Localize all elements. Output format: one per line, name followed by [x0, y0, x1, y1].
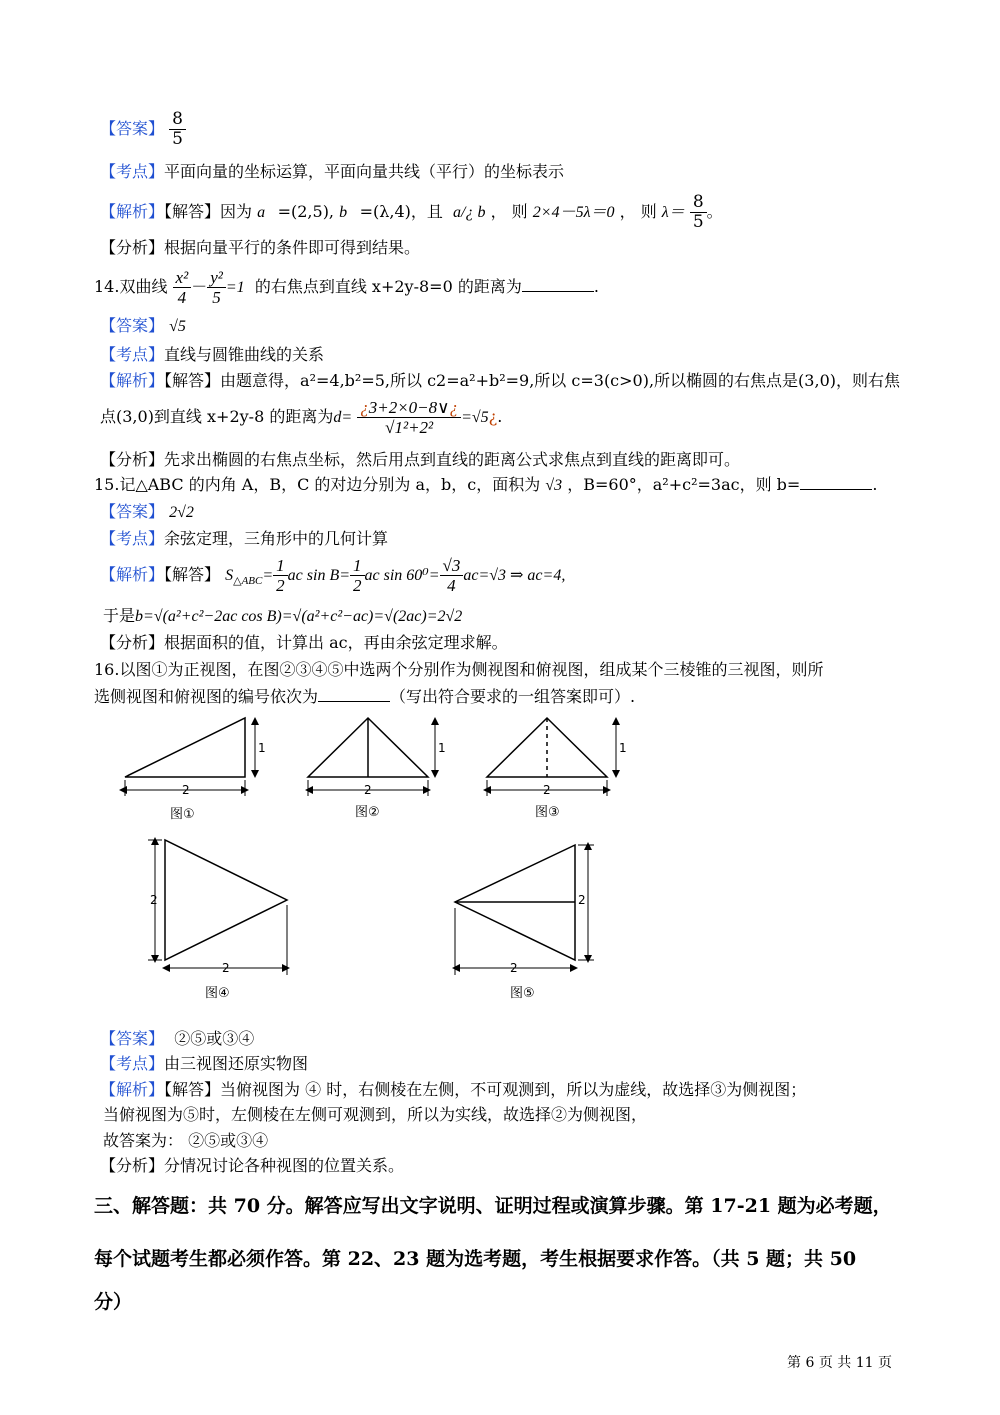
fig5-dim-horiz: 2	[510, 961, 518, 975]
q13-lambda-fraction: $\frac{8}{5}$	[690, 193, 707, 232]
fig3-dim-2: 2	[543, 783, 551, 797]
q13-fenxi-line: 【分析】根据向量平行的条件即可得到结果。	[100, 238, 421, 257]
q16-answer-line: 【答案】 ②⑤或③④	[100, 1029, 255, 1048]
q15-point-line: 【考点】余弦定理，三角形中的几何计算	[100, 529, 389, 548]
fig1-dim-1: 1	[258, 741, 266, 755]
q16-stem-line1: 16.以图①为正视图，在图②③④⑤中选两个分别作为侧视图和俯视图，组成某个三棱锥的三视图，则所	[94, 660, 824, 679]
answer-tag: 【答案】	[100, 119, 165, 138]
fig1-dim-2: 2	[182, 783, 190, 797]
fig4-label: 图④	[205, 986, 230, 1001]
fig4-triangle	[165, 840, 287, 960]
q14-answer: √5	[169, 318, 186, 335]
q15-stem: 15.记△ABC 的内角 A，B，C 的对边分别为 a，b，c，面积为 √3 ，B=60°，a²+c²=3ac，则 b= .	[94, 475, 878, 494]
fig4-dim-vert: 2	[150, 893, 158, 907]
q14-fenxi-line: 【分析】先求出椭圆的右焦点坐标，然后用点到直线的距离公式求焦点到直线的距离即可。	[100, 450, 741, 469]
fig1-triangle	[125, 718, 245, 777]
q15-sol-line2: 于是b=√(a²+c²−2ac cos B)=√(a²+c²−ac)=√(2ac)=2√2	[103, 606, 463, 625]
fenxi-tag: 【分析】	[100, 238, 165, 257]
q14-sol-line2: 点(3,0)到直线 x+2y-8 的距离为d= $\frac{¿3+2\times 0-8\vee¿}{\text{√1²+2²}}$ =√5¿.	[100, 398, 503, 437]
section3-line2: 每个试题考生都必须作答。第 22、23 题为选考题，考生根据要求作答。（共 5 题；共 50	[94, 1248, 857, 1270]
parallel-expr: a/¿ b	[453, 204, 486, 221]
q16-sol-line1: 【解析】【解答】当俯视图为 ④ 时，右侧棱在左侧，不可观测到，所以为虚线，故选择③为侧视图；	[100, 1080, 807, 1099]
fig4-dim-horiz: 2	[222, 961, 230, 975]
q15-answer-line: 【答案】 2√2	[100, 502, 194, 521]
q13-solution-line: 【解析】【解答】因为 a⃗=(2,5), b⃗=(λ,4)，且 a/¿ b ， 则 2×4－5λ＝0 ， 则 λ＝ $\frac{8}{5}$ 。	[100, 192, 723, 232]
q14-point-line: 【考点】直线与圆锥曲线的关系	[100, 345, 325, 364]
analysis-tag: 【解析】	[100, 202, 165, 221]
q16-sol-line2: 当俯视图为⑤时，左侧棱在左侧可观测到，所以为实线，故选择②为侧视图，	[103, 1105, 648, 1124]
q16-sol-line3: 故答案为： ②⑤或③④	[103, 1131, 269, 1150]
section3-line1: 三、解答题：共 70 分。解答应写出文字说明、证明过程或演算步骤。第 17-21 题为必考题，	[94, 1195, 892, 1217]
fig2-dim-1: 1	[438, 741, 446, 755]
fig1-label: 图①	[170, 807, 195, 822]
q15-fenxi-line: 【分析】根据面积的值，计算出 ac，再由余弦定理求解。	[100, 633, 508, 652]
q16-answer: ②⑤或③④	[174, 1029, 255, 1048]
fig5-dim-vert: 2	[578, 893, 586, 907]
q13-answer-fraction: $\frac{8}{5}$	[169, 110, 186, 149]
page-footer: 第 6 页 共 11 页	[787, 1355, 892, 1371]
fig2-label: 图②	[355, 805, 380, 820]
q16-fenxi-line: 【分析】分情况讨论各种视图的位置关系。	[100, 1156, 405, 1175]
fig5-label: 图⑤	[510, 986, 535, 1001]
q14-distance-fraction: $\frac{¿3+2\times 0-8\vee¿}{\text{√1²+2²}}$	[357, 398, 461, 437]
q14-answer-line: 【答案】 √5	[100, 316, 186, 335]
q13-eq1: 2×4－5λ＝0	[532, 204, 615, 221]
vector-b: b⃗	[339, 204, 360, 221]
point-tag: 【考点】	[100, 162, 165, 181]
q13-point: 平面向量的坐标运算，平面向量共线（平行）的坐标表示	[164, 162, 565, 181]
q16-stem-line2: 选侧视图和俯视图的编号依次为 （写出符合要求的一组答案即可）.	[94, 687, 636, 706]
q14-sol-line1: 【解析】【解答】由题意得，a²=4,b²=5,所以 c2=a²+b²=9,所以 c=3(c>0),所以椭圆的右焦点是(3,0)，则右焦	[100, 371, 900, 390]
solution-tag: 【解答】	[164, 202, 221, 221]
section3-line3: 分）	[94, 1291, 133, 1313]
q15-sol-line1: 【解析】【解答】 $S_{\triangle ABC}=$ $\frac{1}{2}$ ac sin B= $\frac{1}{2}$ ac sin 60⁰= $\frac{√3}{4}$ ac=√3 ⇒ ac=4,	[100, 556, 566, 595]
q14-stem: 14.双曲线 $\frac{\text{x²}}{4}$ － $\frac{\text{y²}}{5}$ =1 的右焦点到直线 x+2y-8=0 的距离为 .	[94, 268, 599, 307]
q16-point-line: 【考点】由三视图还原实物图	[100, 1054, 309, 1073]
fig2-dim-2: 2	[364, 783, 372, 797]
fig3-label: 图③	[535, 805, 560, 820]
vector-a: a⃗	[257, 204, 278, 221]
q15-answer: 2√2	[169, 504, 194, 521]
fig3-dim-1: 1	[619, 741, 627, 755]
